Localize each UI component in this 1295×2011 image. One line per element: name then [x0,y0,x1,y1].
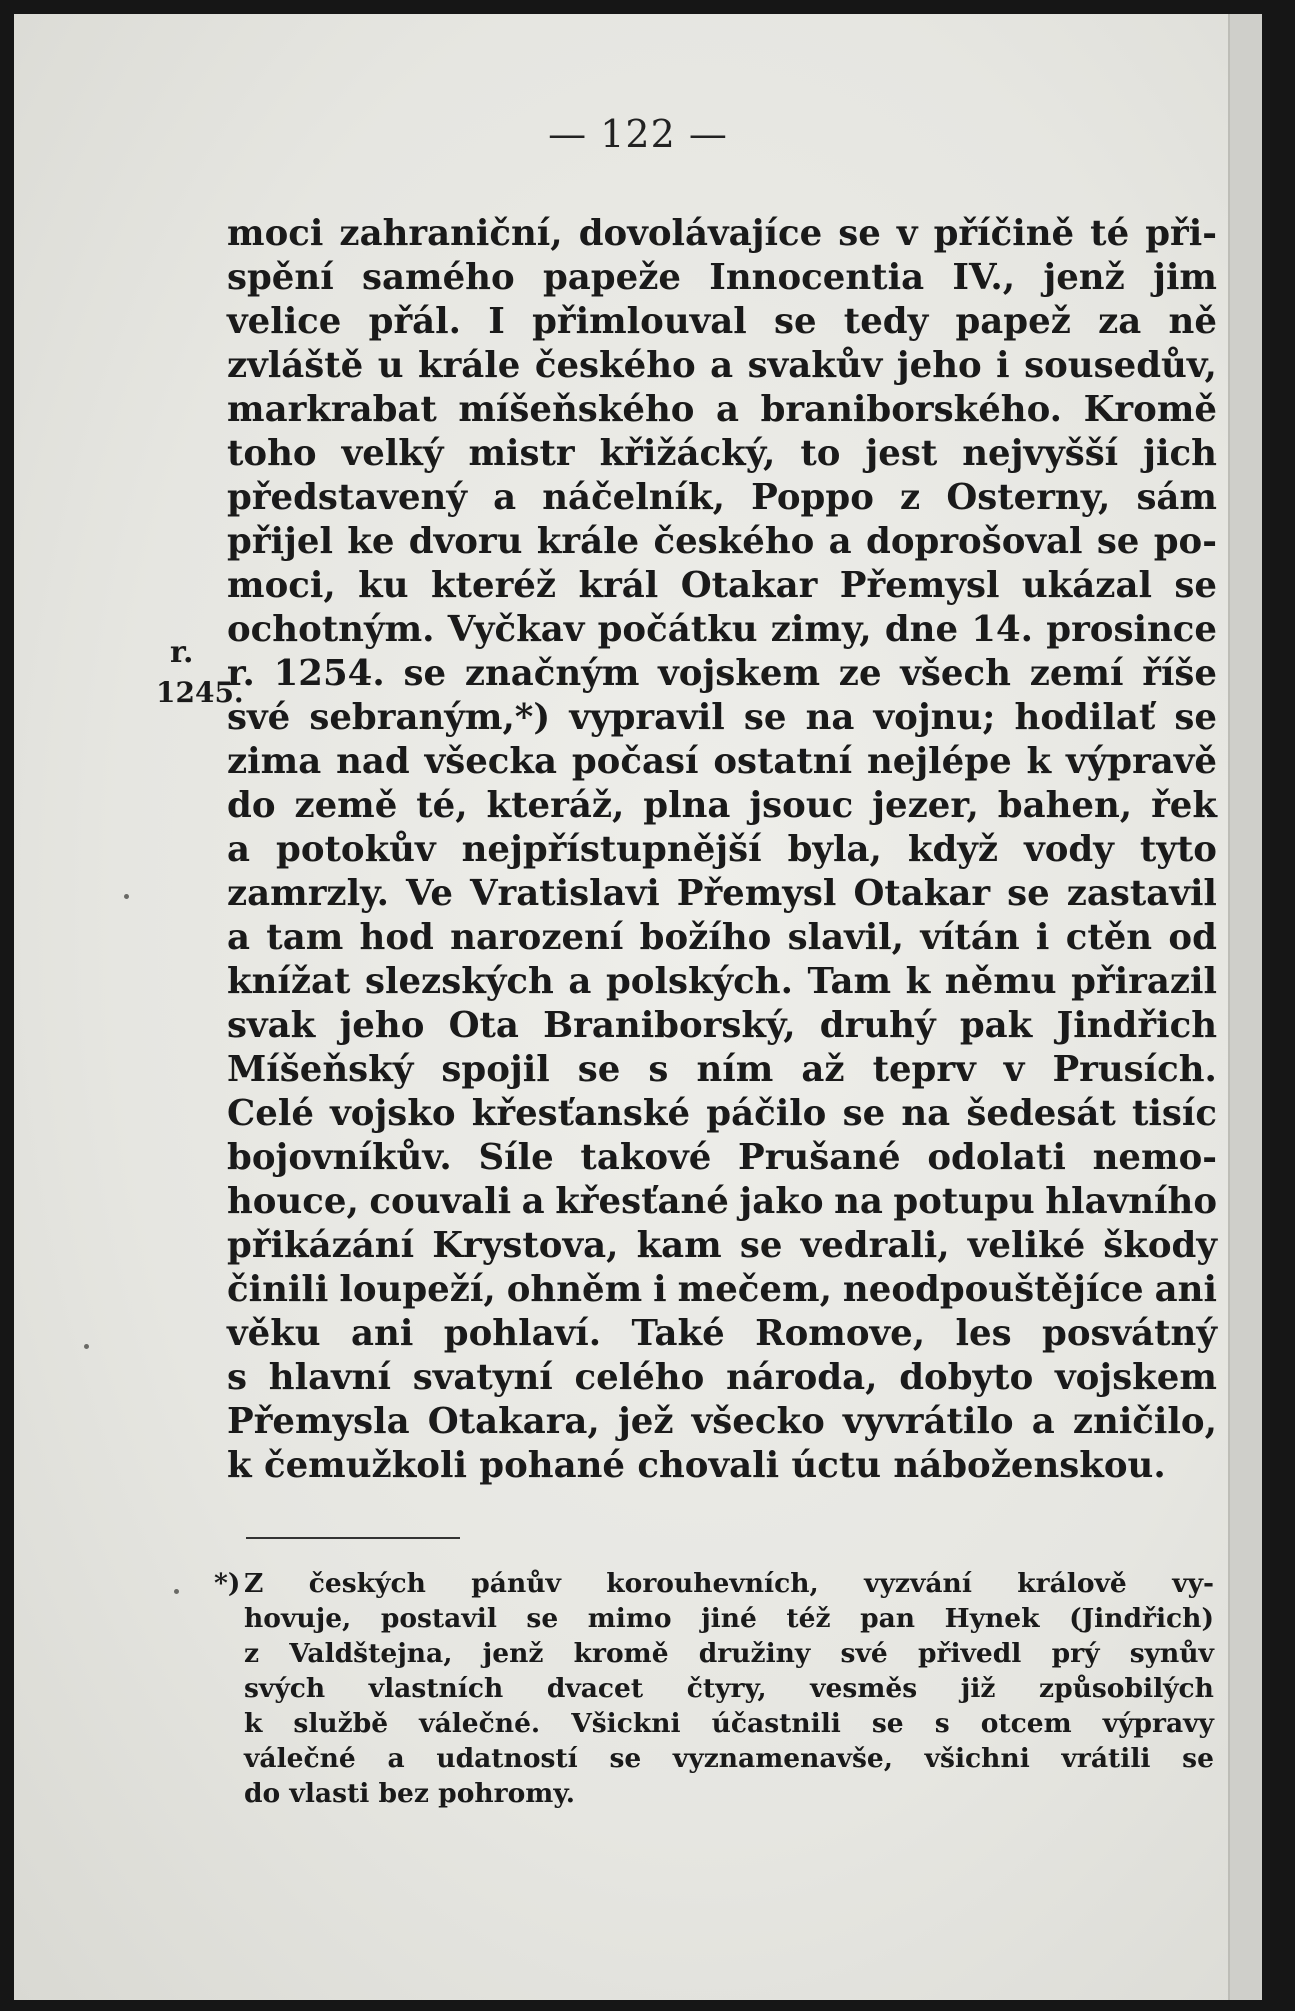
text-line: toho velký mistr křižácký, to jest nejvyšší jich [227,433,1217,474]
text-line: zamrzly. Ve Vratislavi Přemysl Otakar se zastavil [227,873,1217,914]
text-line: moci zahraniční, dovolávajíce se v příčině té při- [227,213,1217,254]
text-line: Míšeňský spojil se s ním až teprv v Prusích. [227,1049,1217,1090]
text-line: svak jeho Ota Braniborský, druhý pak Jindřich [227,1005,1217,1046]
text-line: přijel ke dvoru krále českého a doprošoval se po- [227,521,1217,562]
text-line: zima nad všecka počasí ostatní nejlépe k výpravě [227,741,1217,782]
text-line: velice přál. I přimlouval se tedy papež za ně [227,301,1217,342]
text-line: zvláště u krále českého a svakův jeho i sousedův, [227,345,1217,386]
footnote-marker: *) [214,1568,241,1599]
text-line: činili loupeží, ohněm i mečem, neodpouštějíce ani [227,1269,1217,1310]
text-line: a tam hod narození božího slavil, vítán i ctěn od [227,917,1217,958]
main-text-block [227,212,1217,1488]
footnote-line: z Valdštejna, jenž kromě družiny své přivedl prý synův [244,1638,1214,1669]
text-line: r. 1254. se značným vojskem ze všech zemí říše [227,653,1217,694]
text-line: Přemysla Otakara, jež všecko vyvrátilo a zničilo, [227,1401,1217,1442]
margin-note-r: r. [170,635,194,670]
page-edge-shadow [1228,14,1262,2000]
text-line: houce, couvali a křesťané jako na potupu hlavního [227,1181,1217,1222]
footnote-line: svých vlastních dvacet čtyry, vesměs již způsobilých [244,1673,1214,1704]
margin-note-year: 1245. [156,676,244,709]
paper-speck [124,894,129,899]
footnote-line: do vlasti bez pohromy. [244,1778,575,1809]
text-line: knížat slezských a polských. Tam k němu přirazil [227,961,1217,1002]
footnote-line: válečné a udatností se vyznamenavše, všichni vrátili se [244,1743,1214,1774]
text-line: své sebraným,*) vypravil se na vojnu; hodilať se [227,697,1217,738]
text-line: přikázání Krystova, kam se vedrali, veliké škody [227,1225,1217,1266]
text-line: věku ani pohlaví. Také Romove, les posvátný [227,1313,1217,1354]
book-page [14,14,1262,2000]
paper-speck [174,1589,179,1594]
text-line: k čemužkoli pohané chovali úctu náboženskou. [227,1445,1166,1486]
footnote-divider [246,1537,460,1539]
text-line: moci, ku kteréž král Otakar Přemysl ukázal se [227,565,1217,606]
text-line: do země té, kteráž, plna jsouc jezer, bahen, řek [227,785,1217,826]
text-line: Celé vojsko křesťanské páčilo se na šedesát tisíc [227,1093,1217,1134]
text-line: ochotným. Vyčkav počátku zimy, dne 14. prosince [227,609,1217,650]
text-line: představený a náčelník, Poppo z Osterny, sám [227,477,1217,518]
footnote-block [214,1566,1214,1811]
text-line: s hlavní svatyní celého národa, dobyto vojskem [227,1357,1217,1398]
text-line: markrabat míšeňského a braniborského. Kromě [227,389,1217,430]
footnote-line: hovuje, postavil se mimo jiné též pan Hynek (Jindřich) [244,1603,1214,1634]
footnote-line: Z českých pánův korouhevních, vyzvání králově vy- [244,1568,1214,1599]
page-number: — 122 — [548,112,728,156]
text-line: a potokův nejpřístupnější byla, když vody tyto [227,829,1217,870]
paper-speck [84,1344,89,1349]
text-line: spění samého papeže Innocentia IV., jenž jim [227,257,1217,298]
text-line: bojovníkův. Síle takové Prušané odolati nemo- [227,1137,1217,1178]
footnote-line: k službě válečné. Všickni účastnili se s otcem výpravy [244,1708,1214,1739]
